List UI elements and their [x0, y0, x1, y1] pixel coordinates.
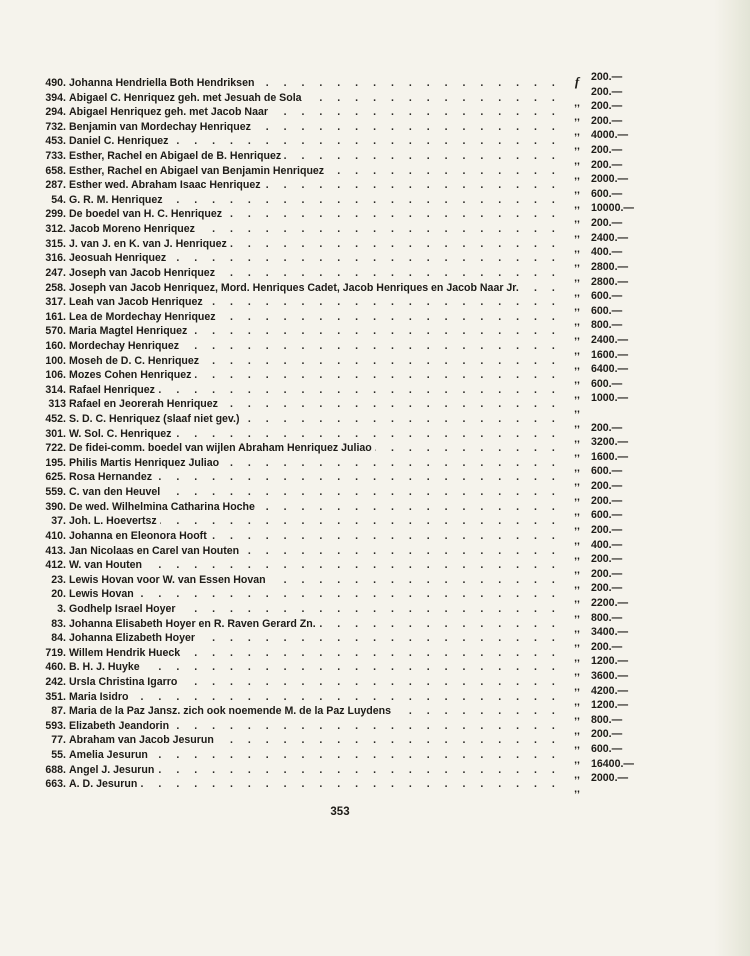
- entry-name: [69, 618, 568, 630]
- entry-name-text: De fidei-comm. boedel van wijlen Abraham Henriquez Juliao: [69, 442, 375, 454]
- entry-number: 316.: [45, 252, 66, 265]
- list-item: [40, 772, 680, 796]
- entry-name-text: C. van den Heuvel: [69, 486, 163, 498]
- entry-amount: 200.—: [591, 567, 623, 580]
- entry-name: [69, 165, 568, 177]
- entry-name: [69, 749, 568, 761]
- ditto-mark: ,,: [574, 169, 580, 182]
- entry-name-text: Rafael en Jeorerah Henriquez: [69, 398, 221, 410]
- entry-number: 161.: [45, 310, 66, 323]
- entry-name: [69, 369, 568, 381]
- entry-number: 570.: [45, 325, 66, 338]
- entry-amount: 200.—: [591, 144, 623, 157]
- entry-name: [69, 559, 568, 571]
- entry-name-text: W. van Houten: [69, 559, 145, 571]
- entry-amount: 2000.—: [591, 173, 629, 186]
- entry-name-text: W. Sol. C. Henriquez: [69, 428, 174, 440]
- entry-name-text: Lewis Hovan voor W. van Essen Hovan: [69, 574, 269, 586]
- entry-name-text: Lewis Hovan: [69, 588, 137, 600]
- entry-number: 83.: [51, 617, 66, 630]
- ditto-mark: ,,: [574, 330, 580, 343]
- entry-number: 390.: [45, 500, 66, 513]
- entry-name-text: Willem Hendrik Hueck: [69, 647, 183, 659]
- ditto-mark: ,,: [574, 549, 580, 562]
- entry-number: 732.: [45, 120, 66, 133]
- entry-amount: 800.—: [591, 319, 623, 332]
- entry-name-text: Joseph van Jacob Henriquez, Mord. Henriques Cadet, Jacob Henriques en Jacob Naar Jr.: [69, 282, 522, 294]
- entry-number: 394.: [45, 91, 66, 104]
- entry-name-text: Johanna Elizabeth Hoyer: [69, 632, 198, 644]
- ditto-mark: ,,: [574, 359, 580, 372]
- entry-name-text: Daniel C. Henriquez: [69, 135, 171, 147]
- ditto-mark: ,,: [574, 184, 580, 197]
- entry-name-text: B. H. J. Huyke: [69, 661, 143, 673]
- entry-name: [69, 194, 568, 206]
- entry-number: 3.: [57, 602, 66, 615]
- ditto-mark: ,,: [574, 768, 580, 781]
- entry-amount: 200.—: [591, 553, 623, 566]
- entry-name-text: Esther, Rachel en Abigael de B. Henriquez: [69, 150, 284, 162]
- entry-name-text: Elizabeth Jeandorin: [69, 720, 172, 732]
- entry-number: 663.: [45, 778, 66, 791]
- ditto-mark: ,,: [574, 140, 580, 153]
- ditto-mark: ,,: [574, 315, 580, 328]
- entry-amount: 2000.—: [591, 772, 629, 785]
- list-item: [40, 100, 680, 124]
- entry-amount: 1200.—: [591, 655, 629, 668]
- entry-amount: 200.—: [591, 114, 623, 127]
- entry-name: [69, 150, 568, 162]
- ditto-mark: ,,: [574, 344, 580, 357]
- entry-amount: 600.—: [591, 187, 623, 200]
- entry-name: [69, 384, 568, 396]
- entry-amount: 3200.—: [591, 436, 629, 449]
- ditto-mark: ,,: [574, 461, 580, 474]
- entry-name-text: Esther wed. Abraham Isaac Henriquez: [69, 179, 264, 191]
- entry-name-text: Godhelp Israel Hoyer: [69, 603, 179, 615]
- entry-amount: 200.—: [591, 494, 623, 507]
- list-item: [40, 144, 680, 168]
- entry-name: [69, 574, 568, 586]
- ditto-mark: ,,: [574, 783, 580, 796]
- entry-amount: 800.—: [591, 611, 623, 624]
- entry-number: 688.: [45, 763, 66, 776]
- entry-amount: 2800.—: [591, 260, 629, 273]
- entry-name: [69, 545, 568, 557]
- entry-number: 54.: [51, 193, 66, 206]
- ditto-mark: ,,: [574, 388, 580, 401]
- ditto-mark: ,,: [574, 520, 580, 533]
- ditto-mark: ,,: [574, 432, 580, 445]
- entry-name: [69, 778, 568, 790]
- ditto-mark: ,,: [574, 403, 580, 416]
- entry-name-text: Mordechay Henriquez: [69, 340, 182, 352]
- ditto-mark: ,,: [574, 125, 580, 138]
- ditto-mark: ,,: [574, 286, 580, 299]
- entry-amount: 400.—: [591, 246, 623, 259]
- entry-amount: 600.—: [591, 304, 623, 317]
- entry-name: [69, 705, 568, 717]
- entry-number: 722.: [45, 442, 66, 455]
- entry-amount: 6400.—: [591, 363, 629, 376]
- entry-number: 413.: [45, 544, 66, 557]
- list-item: [40, 567, 680, 591]
- entry-name: [69, 398, 568, 410]
- page-binding-edge: [714, 0, 750, 956]
- entry-name: [69, 676, 568, 688]
- list-item: [40, 290, 680, 314]
- ditto-mark: ,,: [574, 739, 580, 752]
- entry-amount: 4000.—: [591, 129, 629, 142]
- entry-name: [69, 121, 568, 133]
- entry-name: [69, 179, 568, 191]
- currency-symbol: f: [574, 74, 580, 89]
- ditto-mark: ,,: [574, 96, 580, 109]
- list-item: [40, 231, 680, 255]
- entry-amount: 2800.—: [591, 275, 629, 288]
- entry-name-text: Jeosuah Henriquez: [69, 252, 169, 264]
- entry-name: [69, 691, 568, 703]
- entry-number: 100.: [45, 354, 66, 367]
- entry-name: [69, 77, 568, 89]
- list-item: [40, 392, 680, 416]
- entry-number: 351.: [45, 690, 66, 703]
- ditto-mark: ,,: [574, 710, 580, 723]
- entry-name-text: Lea de Mordechay Henriquez: [69, 311, 219, 323]
- entry-amount: 200.—: [591, 158, 623, 171]
- entry-number: 23.: [51, 573, 66, 586]
- entry-amount: 1200.—: [591, 699, 629, 712]
- entry-number: 20.: [51, 588, 66, 601]
- entry-number: 195.: [45, 456, 66, 469]
- ditto-mark: ,,: [574, 505, 580, 518]
- entry-name: [69, 515, 568, 527]
- entry-number: 412.: [45, 559, 66, 572]
- list-item: [40, 450, 680, 474]
- entry-amount: 1600.—: [591, 348, 629, 361]
- entry-amount: 200.—: [591, 640, 623, 653]
- entry-name: [69, 355, 568, 367]
- entry-name: [69, 457, 568, 469]
- ditto-mark: ,,: [574, 476, 580, 489]
- entry-number: 247.: [45, 266, 66, 279]
- entry-name-text: Maria Isidro: [69, 691, 131, 703]
- entry-name-text: Leah van Jacob Henriquez: [69, 296, 206, 308]
- entry-number: 719.: [45, 646, 66, 659]
- entry-amount: 800.—: [591, 713, 623, 726]
- entry-number: 160.: [45, 339, 66, 352]
- entry-number: 313: [48, 398, 66, 411]
- ditto-mark: ,,: [574, 534, 580, 547]
- entry-number: 315.: [45, 237, 66, 250]
- entry-amount: 200.—: [591, 85, 623, 98]
- entry-name-text: Johanna Elisabeth Hoyer en R. Raven Gerard Zn.: [69, 618, 319, 630]
- entry-name-text: Joseph van Jacob Henriquez: [69, 267, 218, 279]
- entry-name-text: Jacob Moreno Henriquez: [69, 223, 198, 235]
- entry-amount: 1000.—: [591, 392, 629, 405]
- entry-number: 559.: [45, 486, 66, 499]
- ditto-mark: ,,: [574, 651, 580, 664]
- entry-name-text: Esther, Rachel en Abigael van Benjamin Henriquez: [69, 165, 327, 177]
- entry-name: [69, 603, 568, 615]
- entry-name-text: Johanna Hendriella Both Hendriksen: [69, 77, 257, 89]
- entry-name-text: Moseh de D. C. Henriquez: [69, 355, 202, 367]
- entry-amount: 200.—: [591, 728, 623, 741]
- entry-amount: 600.—: [591, 377, 623, 390]
- ditto-mark: ,,: [574, 622, 580, 635]
- entry-name: [69, 413, 568, 425]
- entry-name-text: De wed. Wilhelmina Catharina Hoche: [69, 501, 258, 513]
- entry-amount: 200.—: [591, 480, 623, 493]
- entry-number: 301.: [45, 427, 66, 440]
- entry-amount: 200.—: [591, 100, 623, 113]
- ditto-mark: ,,: [574, 724, 580, 737]
- entry-list: [40, 71, 680, 796]
- entry-number: 242.: [45, 675, 66, 688]
- list-item: [40, 71, 680, 91]
- entry-amount: 1600.—: [591, 450, 629, 463]
- entry-number: 453.: [45, 135, 66, 148]
- entry-amount: 2400.—: [591, 231, 629, 244]
- entry-name: [69, 238, 568, 250]
- entry-name-text: S. D. C. Henriquez (slaaf niet gev.): [69, 413, 243, 425]
- entry-name-text: A. D. Jesurun: [69, 778, 140, 790]
- entry-name-text: Joh. L. Hoevertsz: [69, 515, 160, 527]
- entry-name: [69, 486, 568, 498]
- entry-number: 593.: [45, 719, 66, 732]
- entry-name-text: Angel J. Jesurun: [69, 764, 157, 776]
- entry-number: 77.: [51, 734, 66, 747]
- entry-name: [69, 223, 568, 235]
- ditto-mark: ,,: [574, 271, 580, 284]
- entry-name: [69, 588, 568, 600]
- entry-name: [69, 720, 568, 732]
- entry-number: 733.: [45, 150, 66, 163]
- entry-amount: 600.—: [591, 465, 623, 478]
- entry-name: [69, 734, 568, 746]
- entry-number: 55.: [51, 749, 66, 762]
- entry-number: 625.: [45, 471, 66, 484]
- entry-name-text: Rosa Hernandez: [69, 471, 155, 483]
- entry-name-text: Abigael C. Henriquez geh. met Jesuah de Sola: [69, 92, 305, 104]
- entry-name-text: Mozes Cohen Henriquez: [69, 369, 194, 381]
- page-number: 353: [330, 806, 350, 818]
- entry-amount: 10000.—: [591, 202, 634, 215]
- entry-name-text: Johanna en Eleonora Hooft: [69, 530, 210, 542]
- entry-amount: 2400.—: [591, 333, 629, 346]
- entry-name: [69, 325, 568, 337]
- entry-name: [69, 267, 568, 279]
- entry-number: 410.: [45, 529, 66, 542]
- entry-amount: 200.—: [591, 71, 623, 83]
- list-item: [40, 553, 680, 577]
- ditto-mark: ,,: [574, 593, 580, 606]
- entry-name-text: Ursla Christina Igarro: [69, 676, 180, 688]
- entry-name-text: Amelia Jesurun: [69, 749, 151, 761]
- ditto-mark: ,,: [574, 198, 580, 211]
- entry-amount: 2200.—: [591, 596, 629, 609]
- entry-name-text: Rafael Henriquez: [69, 384, 158, 396]
- ditto-mark: ,,: [574, 447, 580, 460]
- entry-name-text: J. van J. en K. van J. Henriquez: [69, 238, 230, 250]
- ditto-mark: ,,: [574, 111, 580, 124]
- ditto-mark: ,,: [574, 257, 580, 270]
- ditto-mark: ,,: [574, 242, 580, 255]
- entry-name: [69, 311, 568, 323]
- ditto-mark: ,,: [574, 666, 580, 679]
- entry-amount: 200.—: [591, 421, 623, 434]
- entry-name: [69, 208, 568, 220]
- entry-amount: 600.—: [591, 509, 623, 522]
- entry-name-text: Abigael Henriquez geh. met Jacob Naar: [69, 106, 271, 118]
- entry-number: 299.: [45, 208, 66, 221]
- ditto-mark: ,,: [574, 695, 580, 708]
- entry-number: 84.: [51, 632, 66, 645]
- entry-name: [69, 106, 568, 118]
- list-item: [40, 480, 680, 504]
- ditto-mark: ,,: [574, 418, 580, 431]
- entry-amount: 200.—: [591, 523, 623, 536]
- entry-name: [69, 661, 568, 673]
- entry-number: 490.: [45, 77, 66, 89]
- entry-name: [69, 92, 568, 104]
- entry-number: 314.: [45, 383, 66, 396]
- entry-name-text: Abraham van Jacob Jesurun: [69, 734, 217, 746]
- entry-number: 460.: [45, 661, 66, 674]
- ditto-mark: ,,: [574, 491, 580, 504]
- entry-name-text: Jan Nicolaas en Carel van Houten: [69, 545, 242, 557]
- ditto-mark: ,,: [574, 637, 580, 650]
- entry-number: 317.: [45, 296, 66, 309]
- entry-name: [69, 282, 568, 294]
- entry-number: 452.: [45, 413, 66, 426]
- entry-name: [69, 632, 568, 644]
- ditto-mark: ,,: [574, 301, 580, 314]
- entry-amount: 3600.—: [591, 669, 629, 682]
- entry-amount: 600.—: [591, 290, 623, 303]
- entry-amount: 600.—: [591, 743, 623, 756]
- list-item: [40, 260, 680, 284]
- ditto-mark: ,,: [574, 754, 580, 767]
- ditto-mark: ,,: [574, 607, 580, 620]
- entry-name: [69, 296, 568, 308]
- entry-number: 106.: [45, 369, 66, 382]
- ditto-mark: ,,: [574, 374, 580, 387]
- entry-number: 287.: [45, 179, 66, 192]
- ditto-mark: ,,: [574, 578, 580, 591]
- entry-name: [69, 471, 568, 483]
- entry-name-text: Benjamin van Mordechay Henriquez: [69, 121, 254, 133]
- entry-number: 87.: [51, 705, 66, 718]
- entry-name: [69, 530, 568, 542]
- entry-amount: 4200.—: [591, 684, 629, 697]
- entry-name-text: Philis Martis Henriquez Juliao: [69, 457, 222, 469]
- ditto-mark: ,,: [574, 213, 580, 226]
- entry-amount: 200.—: [591, 582, 623, 595]
- entry-amount: 400.—: [591, 538, 623, 551]
- entry-name: [69, 135, 568, 147]
- entry-name-text: Maria Magtel Henriquez: [69, 325, 190, 337]
- entry-name-text: De boedel van H. C. Henriquez: [69, 208, 225, 220]
- entry-amount: 16400.—: [591, 757, 634, 770]
- entry-name: [69, 501, 568, 513]
- entry-number: 37.: [51, 515, 66, 528]
- ditto-mark: ,,: [574, 680, 580, 693]
- entry-number: 294.: [45, 106, 66, 119]
- ditto-mark: ,,: [574, 155, 580, 168]
- entry-name-text: G. R. M. Henriquez: [69, 194, 166, 206]
- entry-name: [69, 340, 568, 352]
- ditto-mark: ,,: [574, 228, 580, 241]
- entry-amount: 200.—: [591, 217, 623, 230]
- list-item: [40, 85, 680, 109]
- entry-number: 312.: [45, 223, 66, 236]
- entry-number: 658.: [45, 164, 66, 177]
- entry-name: [69, 764, 568, 776]
- entry-name: [69, 647, 568, 659]
- entry-name-text: Maria de la Paz Jansz. zich ook noemende M. de la Paz Luydens: [69, 705, 394, 717]
- entry-number: 258.: [45, 281, 66, 294]
- entry-name: [69, 442, 568, 454]
- ditto-mark: ,,: [574, 564, 580, 577]
- entry-name: [69, 428, 568, 440]
- entry-amount: 3400.—: [591, 626, 629, 639]
- entry-name: [69, 252, 568, 264]
